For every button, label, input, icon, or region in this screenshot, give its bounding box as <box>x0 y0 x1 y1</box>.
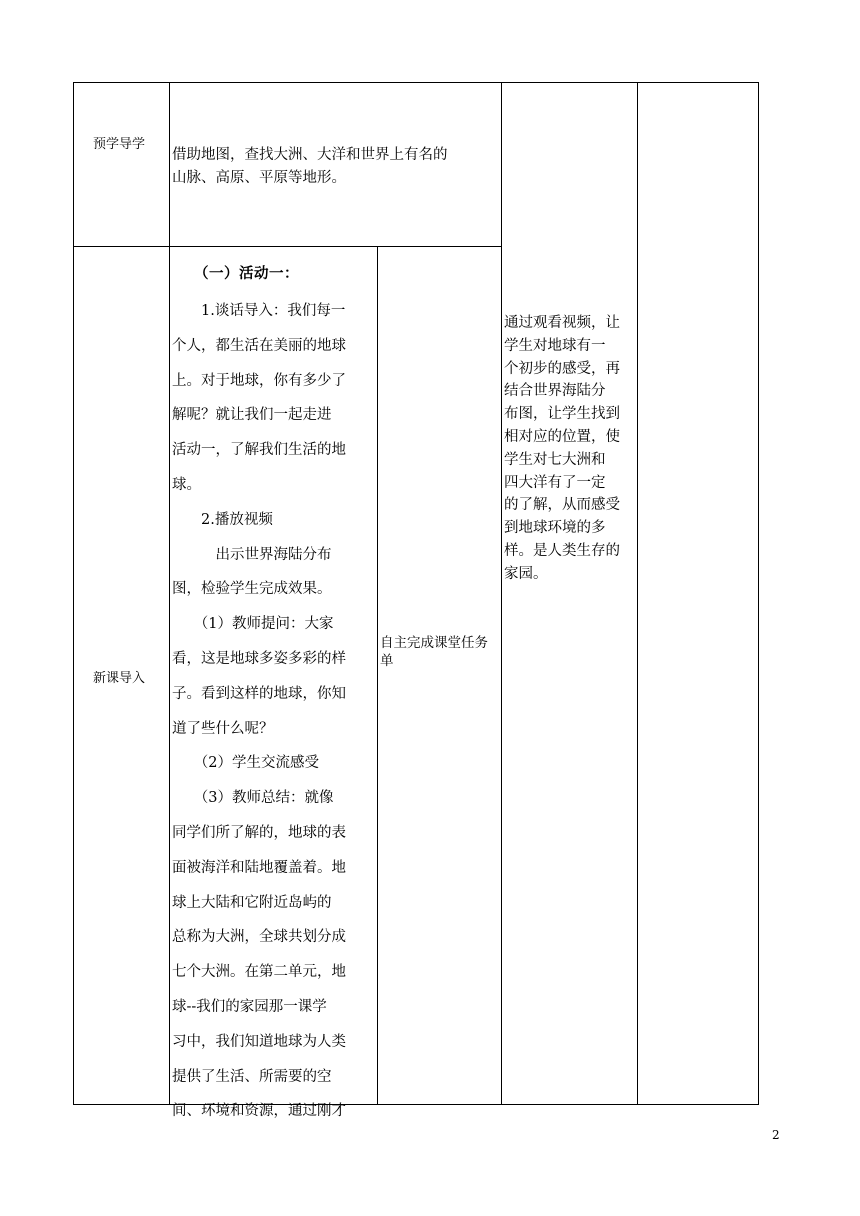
activity-line: 道了些什么呢？ <box>172 720 274 737</box>
student-task <box>380 634 488 670</box>
row-label-preview: 预学导学 <box>93 137 146 152</box>
activity-line: 间、环境和资源，通过刚才 <box>172 1103 346 1120</box>
table-border-left <box>73 82 74 1105</box>
content-line: 借助地图，查找大洲、大洋和世界上有名的 <box>172 147 448 163</box>
activity-line: 面被海洋和陆地覆盖着。地 <box>172 859 346 876</box>
page-number: 2 <box>772 1128 780 1142</box>
activity-line: 总称为大洲，全球共划分成 <box>172 929 346 946</box>
design-intent-line: 相对应的位置，使 <box>504 428 620 445</box>
activity-line: 球。 <box>172 476 201 493</box>
row-label-new-lesson: 新课导入 <box>93 671 146 686</box>
activity-line: 2.播放视频 <box>172 511 273 528</box>
activity-line: 提供了生活、所需要的空 <box>172 1068 332 1085</box>
activity-content <box>172 294 346 1129</box>
activity-line: 1.谈话导入：我们每一 <box>172 303 346 319</box>
activity-line: 习中，我们知道地球为人类 <box>172 1033 346 1050</box>
design-intent-line: 到地球环境的多 <box>504 520 606 537</box>
column-divider-1 <box>169 82 170 1105</box>
design-intent-line: 布图，让学生找到 <box>504 406 620 423</box>
activity-line: （3）教师总结：就像 <box>172 790 334 807</box>
table-border-top <box>73 82 759 83</box>
column-divider-3 <box>501 82 502 1105</box>
task-line: 单 <box>380 653 394 669</box>
activity-line: 活动一，了解我们生活的地 <box>172 442 346 459</box>
row-divider <box>73 246 501 247</box>
activity-line: 球--我们的家园那一课学 <box>172 998 327 1015</box>
design-intent-line: 学生对七大洲和 <box>504 451 606 468</box>
design-intent <box>504 312 620 586</box>
design-intent-line: 的了解，从而感受 <box>504 497 620 514</box>
content-line: 山脉、高原、平原等地形。 <box>172 169 346 186</box>
column-divider-2 <box>377 246 378 1105</box>
design-intent-line: 个初步的感受，再 <box>504 360 620 377</box>
design-intent-line: 学生对地球有一 <box>504 337 606 354</box>
table-border-right <box>758 82 759 1105</box>
design-intent-line: 四大洋有了一定 <box>504 474 606 491</box>
column-divider-4 <box>637 82 638 1105</box>
design-intent-line: 家园。 <box>504 565 548 582</box>
activity-line: 子。看到这样的地球，你知 <box>172 685 346 702</box>
activity-line: （2）学生交流感受 <box>172 755 319 772</box>
activity-line: 出示世界海陆分布 <box>172 546 332 563</box>
design-intent-line: 通过观看视频，让 <box>504 315 620 331</box>
design-intent-line: 结合世界海陆分 <box>504 383 606 400</box>
activity-line: 七个大洲。在第二单元，地 <box>172 964 346 981</box>
activity-line: 球上大陆和它附近岛屿的 <box>172 894 332 911</box>
activity-heading: （一）活动一： <box>194 265 299 282</box>
activity-line: 图，检验学生完成效果。 <box>172 581 332 598</box>
activity-line: 同学们所了解的，地球的表 <box>172 824 346 841</box>
preview-content <box>172 144 448 190</box>
task-line: 自主完成课堂任务 <box>380 635 488 651</box>
activity-line: 看，这是地球多姿多彩的样 <box>172 650 346 667</box>
design-intent-line: 样。是人类生存的 <box>504 542 620 559</box>
activity-line: （1）教师提问：大家 <box>172 616 334 633</box>
activity-line: 个人，都生活在美丽的地球 <box>172 337 346 354</box>
activity-line: 上。对于地球，你有多少了 <box>172 372 346 389</box>
activity-line: 解呢？就让我们一起走进 <box>172 407 332 424</box>
